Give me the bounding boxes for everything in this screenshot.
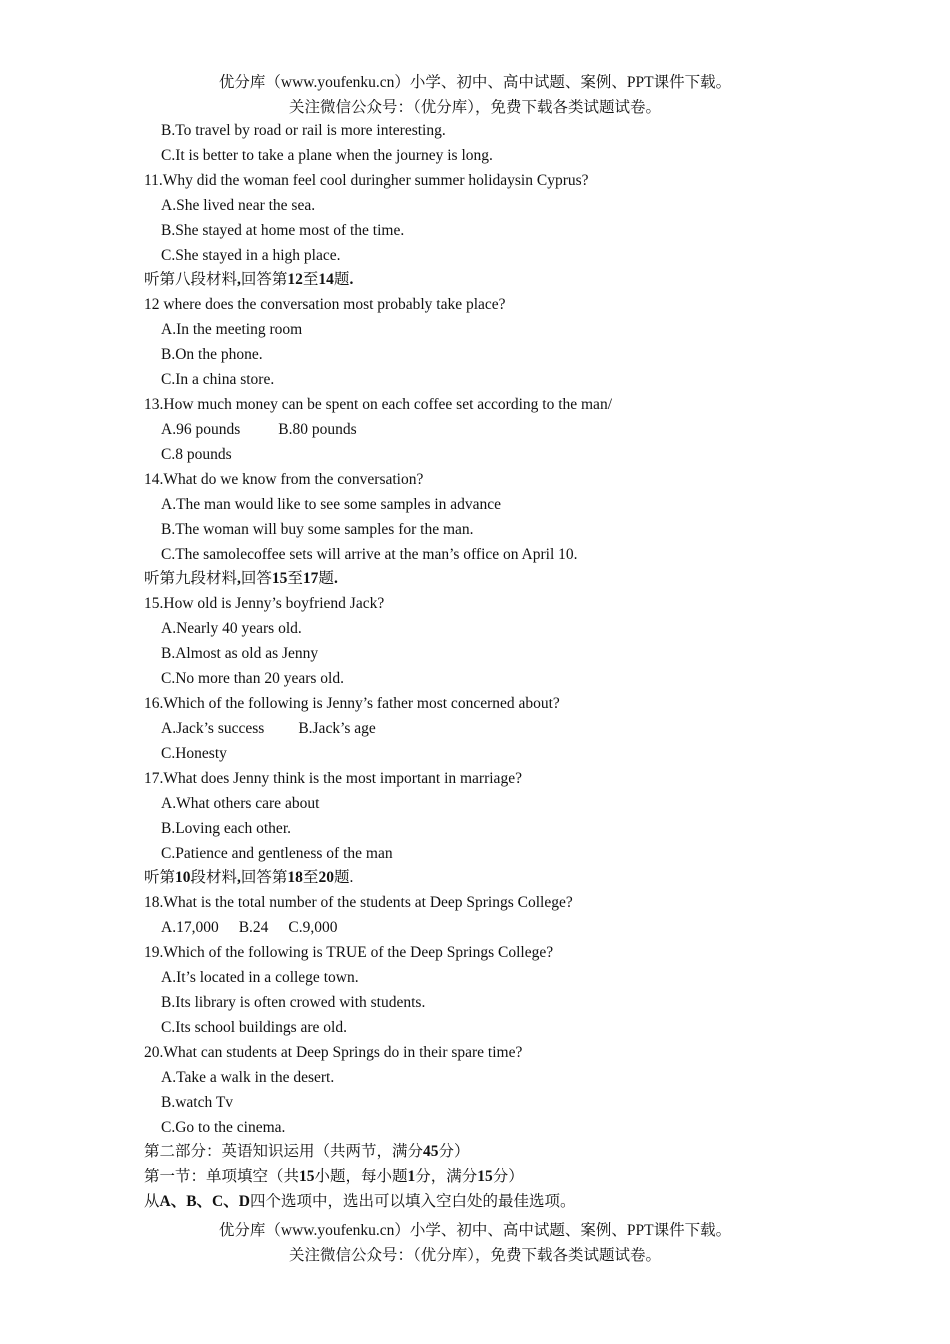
footer-line-2: 关注微信公众号：（优分库），免费下载各类试题试卷。 [288,1247,661,1264]
q19-option-b: B.Its library is often crowed with students. [161,994,426,1011]
q15-question: 15.How old is Jenny’s boyfriend Jack? [144,595,385,612]
part-2-section-1-heading: 第一节：单项填空（共15小题，每小题1分，满分15分） [144,1168,524,1185]
header-line-1: 优分库（www.youfenku.cn）小学、初中、高中试题、案例、PPT课件下载。 [218,74,732,91]
header-line-2: 关注微信公众号：（优分库），免费下载各类试题试卷。 [288,99,661,116]
q18-question: 18.What is the total number of the students at Deep Springs College? [144,894,573,911]
q14-question: 14.What do we know from the conversation? [144,471,424,488]
q17-option-b: B.Loving each other. [161,820,291,837]
q20-option-c: C.Go to the cinema. [161,1119,286,1136]
q19-option-c: C.Its school buildings are old. [161,1019,347,1036]
q13-options-ab [161,420,357,440]
q13-option-b: B.80 pounds [278,421,357,438]
q12-question: 12 where does the conversation most probably take place? [144,296,506,313]
q17-option-c: C.Patience and gentleness of the man [161,845,393,862]
section-10-heading: 听第10段材料,回答第18至20题. [144,869,354,886]
q13-option-c: C.8 pounds [161,446,232,463]
section-9-heading: 听第九段材料,回答15至17题. [144,570,338,587]
q16-option-c: C.Honesty [161,745,227,762]
q16-option-a: A.Jack’s success [161,720,265,737]
q18-option-c: C.9,000 [288,919,338,936]
part-2-heading: 第二部分：英语知识运用（共两节，满分45分） [144,1143,470,1160]
q15-option-c: C.No more than 20 years old. [161,670,344,687]
q11-question: 11.Why did the woman feel cool duringher summer holidaysin Cyprus? [144,172,589,189]
q14-option-a: A.The man would like to see some samples in advance [161,496,502,513]
q11-option-b: B.She stayed at home most of the time. [161,222,405,239]
q17-option-a: A.What others care about [161,795,320,812]
q16-option-b: B.Jack’s age [298,720,376,737]
q14-option-c: C.The samolecoffee sets will arrive at the man’s office on April 10. [161,546,578,563]
q15-option-b: B.Almost as old as Jenny [161,645,319,662]
q10-option-b: B.To travel by road or rail is more interesting. [161,122,446,139]
q20-option-a: A.Take a walk in the desert. [161,1069,335,1086]
q16-options-ab [161,719,376,739]
q12-option-a: A.In the meeting room [161,321,303,338]
instruction-line: 从A、B、C、D四个选项中，选出可以填入空白处的最佳选项。 [144,1193,576,1210]
q12-option-b: B.On the phone. [161,346,263,363]
section-8-heading: 听第八段材料,回答第12至14题. [144,271,354,288]
q20-question: 20.What can students at Deep Springs do in their spare time? [144,1044,523,1061]
q19-question: 19.Which of the following is TRUE of the Deep Springs College? [144,944,554,961]
q14-option-b: B.The woman will buy some samples for the man. [161,521,474,538]
q18-options [161,918,338,938]
q19-option-a: A.It’s located in a college town. [161,969,359,986]
q18-option-b: B.24 [238,919,269,936]
q20-option-b: B.watch Tv [161,1094,234,1111]
q18-option-a: A.17,000 [161,919,219,936]
q17-question: 17.What does Jenny think is the most important in marriage? [144,770,522,787]
q11-option-a: A.She lived near the sea. [161,197,316,214]
q12-option-c: C.In a china store. [161,371,275,388]
q13-question: 13.How much money can be spent on each coffee set according to the man/ [144,396,612,413]
q16-question: 16.Which of the following is Jenny’s father most concerned about? [144,695,560,712]
q13-option-a: A.96 pounds [161,421,241,438]
footer-line-1: 优分库（www.youfenku.cn）小学、初中、高中试题、案例、PPT课件下载。 [218,1222,732,1239]
q15-option-a: A.Nearly 40 years old. [161,620,302,637]
q10-option-c: C.It is better to take a plane when the journey is long. [161,147,493,164]
q11-option-c: C.She stayed in a high place. [161,247,341,264]
